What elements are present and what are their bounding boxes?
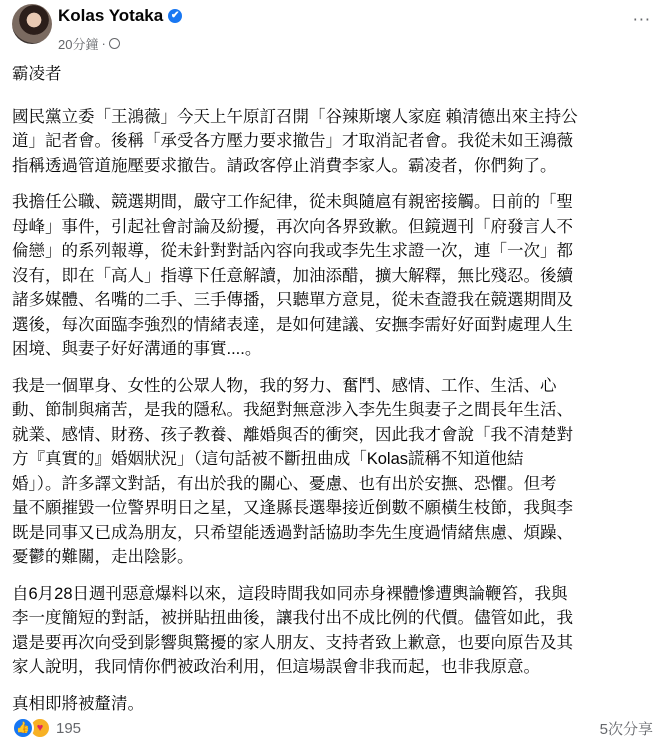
author-name-row (58, 6, 182, 26)
paragraph-line: 還是要再次向受到影響與驚擾的家人朋友、支持者致上歉意，也要向原告及其 (12, 633, 573, 652)
paragraph-line: 動、節制與痛苦，是我的隱私。我絕對無意涉入李先生與妻子之間長年生活、 (12, 401, 573, 419)
paragraph-line: 道」記者會。後稱「承受各方壓力要求撤告」才取消記者會。我從未如王鴻薇 (12, 132, 573, 150)
care-reaction-icon: ♥ (29, 717, 51, 739)
post-paragraph (12, 692, 657, 717)
paragraph-line: 量不願摧毀一位警界明日之星，又逢縣長選舉接近倒數不願橫生枝節，我與李 (12, 499, 573, 517)
post-title: 霸凌者 (12, 65, 62, 83)
paragraph-line: 指稱透過管道施壓要求撤告。請政客停止消費李家人。霸凌者，你們夠了。 (12, 156, 557, 175)
paragraph-line: 既是同事又已成為朋友，只希望能透過對話協助李先生度過情緒焦慮、煩躁、 (12, 523, 573, 542)
author-name[interactable]: Kolas Yotaka (58, 6, 164, 25)
paragraph-line: 家人說明，我同情你們被政治利用，但這場誤會非我而起，也非我原意。 (12, 658, 540, 676)
paragraph-line: 自6月28日週刊惡意爆料以來，這段時間我如同赤身裸體慘遭輿論鞭笞，我與 (12, 584, 568, 603)
paragraph-line: 沒有，即在「高人」指導下任意解讀，加油添醋，擴大解釋，無比殘忍。後續 (12, 266, 573, 285)
paragraph-line: 國民黨立委「王鴻薇」今天上午原訂召開「谷辣斯壞人家庭 賴清德出來主持公 (12, 107, 578, 126)
more-options-button[interactable]: ··· (632, 10, 651, 29)
paragraph-line: 諸多媒體、名嘴的二手、三手傳播，只聽單方意見，從未查證我在競選期間及 (12, 291, 573, 309)
paragraph-line: 李一度簡短的對話，被拼貼扭曲後，讓我付出不成比例的代價。儘管如此，我 (12, 609, 573, 627)
globe-icon (109, 38, 120, 49)
paragraph-line: 真相即將被釐清。 (12, 694, 144, 713)
paragraph-line: 憂鬱的難關，走出陰影。 (12, 548, 194, 566)
meta-separator: · (101, 36, 106, 51)
reaction-count[interactable]: 195 (56, 719, 82, 737)
paragraph-line: 倫戀」的系列報導，從未針對對話內容向我或李先生求證一次，連「一次」都 (12, 242, 573, 260)
paragraph-line: 我擔任公職、競選期間，嚴守工作紀律，從未與隨扈有親密接觸。日前的「聖 (12, 193, 573, 211)
paragraph-line: 困境、與妻子好好溝通的事實....。 (12, 340, 262, 358)
post-meta (58, 34, 120, 53)
post-paragraphs (12, 105, 657, 717)
paragraph-line: 就業、感情、財務、孩子教養、離婚與否的衝突，因此我才會說「我不清楚對 (12, 425, 573, 444)
paragraph-line: 母峰」事件，引起社會討論及紛擾，再次向各界致歉。但鏡週刊「府發言人不 (12, 217, 573, 236)
author-avatar[interactable] (12, 4, 52, 44)
paragraph-line: 選後，每次面臨李強烈的情緒表達，是如何建議、安撫李需好好面對處理人生 (12, 315, 573, 334)
post-paragraph (12, 190, 657, 362)
like-reaction-icon: 👍 (12, 717, 34, 739)
share-count[interactable]: 5次分享 (599, 720, 653, 738)
post-paragraph (12, 582, 657, 680)
post-paragraph (12, 105, 657, 179)
post-timestamp[interactable]: 20分鐘 (58, 37, 99, 52)
paragraph-line: 婚」）。許多譯文對話，有出於我的關心、憂慮、也有出於安撫、恐懼。但考 (12, 474, 557, 493)
post-content (12, 62, 657, 728)
post-paragraph (12, 374, 657, 570)
paragraph-line: 我是一個單身、女性的公眾人物，我的努力、奮鬥、感情、工作、生活、心 (12, 376, 557, 395)
paragraph-line: 方『真實的』婚姻狀況」（這句話被不斷扭曲成「Kolas謊稱不知道他結 (12, 450, 524, 468)
reactions-summary[interactable] (12, 717, 81, 739)
verified-badge-icon: ✔ (168, 9, 182, 23)
post-footer (12, 716, 653, 740)
